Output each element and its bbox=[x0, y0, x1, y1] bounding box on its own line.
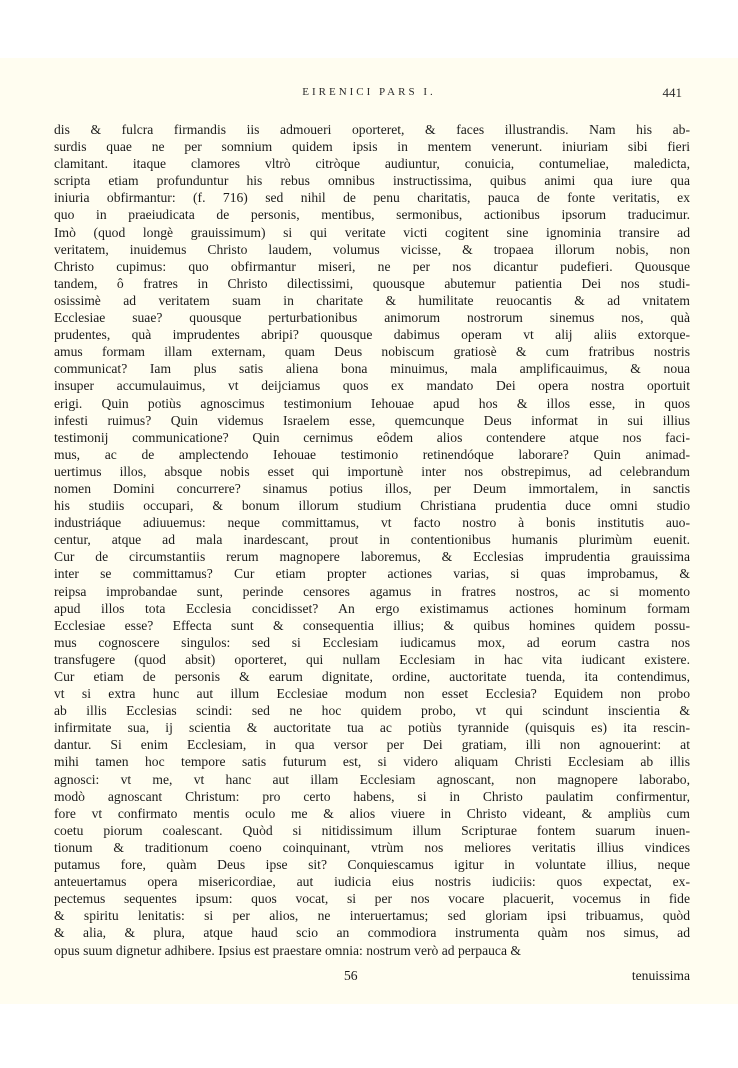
text-line: testimonij communicatione? Quin cernimus eôdem alios contendere atque nos faci- bbox=[54, 429, 690, 445]
text-line: Ecclesiae esse? Effecta sunt & consequentia illius; & quibus homines quidem possu- bbox=[54, 617, 690, 633]
text-line: transfugere (quod absit) oporteret, qui nullam Ecclesiam in hac vita iudicant existere. bbox=[54, 651, 690, 667]
text-line: opus suum dignetur adhibere. Ipsius est praestare omnia: nostrum verò ad perpauca & bbox=[54, 942, 521, 958]
text-line: Cur etiam de personis & earum dignitate, ordine, auctoritate tuenda, ita contendimus, bbox=[54, 669, 690, 684]
page-footer bbox=[54, 968, 690, 986]
text-line: prudentes, quà imprudentes abripi? quousque dabimus operam vt alij aliis extorque- bbox=[54, 327, 690, 343]
page-header bbox=[0, 86, 738, 106]
text-line: & alia, & plura, atque haud scio an commodiora instrumenta quàm nos simus, ad bbox=[54, 925, 690, 941]
text-line: Christo cupimus: quo obfirmantur miseri, ne per nos dicantur pudefieri. Quousque bbox=[54, 258, 690, 274]
text-line: tandem, ô fratres in Christo dilectissimi, quousque abutemur patientia Dei nos studi- bbox=[54, 275, 690, 291]
text-line: Cur de circumstantiis rerum magnopere laboremus, & Ecclesias imprudentia grauissima bbox=[54, 549, 690, 565]
text-line: insuper accumulauimus, vt deijciamus quos ex mandato Dei opera nostra oportuit bbox=[54, 378, 690, 394]
text-line: putamus fore, quàm Deus ipse sit? Conquiescamus igitur in voluntate illius, neque bbox=[54, 857, 690, 873]
text-line: reipsa improbandae sunt, perinde censores agamus in fratres nostros, ac si momento bbox=[54, 583, 690, 599]
text-line: ab illis Ecclesias scindi: sed ne hoc quidem probo, vt qui scindunt inscientia & bbox=[54, 703, 690, 719]
text-line: centur, atque ad mala inardescant, prout in contentionibus humanis plurimùm euenit. bbox=[54, 532, 690, 548]
text-line: amus formam illam externam, quam Deus nobiscum gratiosè & cum fratribus nostris bbox=[54, 344, 690, 360]
text-line: vt si extra hunc aut illum Ecclesiae modum non esset Ecclesia? Equidem non probo bbox=[54, 686, 690, 702]
bottom-margin bbox=[0, 1004, 738, 1068]
text-line: mihi tamen hoc tempore satis futurum est, si videro aliquam Christi Ecclesiam ab illis bbox=[54, 754, 690, 770]
text-line: mus, ac de amplectendo Iehouae testimonio retinendóque laborare? Quin animad- bbox=[54, 446, 690, 462]
text-line: veritatem, inuidemus Christo laudem, volumus vicisse, & tropaea illorum nobis, non bbox=[54, 241, 690, 257]
text-line: Ecclesiae suae? quousque perturbationibus animorum nostrorum sinemus nos, quà bbox=[54, 310, 690, 326]
text-line: inter se committamus? Cur etiam propter actiones varias, si quas improbamus, & bbox=[54, 566, 690, 582]
text-line: modò agnoscant Christum: pro certo habens, si in Christo paulatim confirmentur, bbox=[54, 788, 690, 804]
text-line: apud illos tota Ecclesia concidisset? An ergo existimamus actiones hominum formam bbox=[54, 600, 690, 616]
text-line: dantur. Si enim Ecclesiam, in qua versor per Dei gratiam, illi non agnouerint: at bbox=[54, 737, 690, 753]
text-line: erigi. Quin potiùs agnoscimus testimonium Iehouae apud hos & illos esse, in quos bbox=[54, 395, 690, 411]
body-text bbox=[54, 121, 690, 959]
text-line: anteuertamus opera misericordiae, aut iudicia eius nostris iudiciis: quos expectat, ex- bbox=[54, 874, 690, 890]
text-line: tionum & traditionum coeno coinquinant, vtrùm nos meliores veritatis illius vindices bbox=[54, 839, 690, 855]
text-line: osissimè ad veritatem suam in charitate & humilitate reuocantis & ad vnitatem bbox=[54, 292, 690, 308]
text-line: pectemus sequentes ipsum: quos vocat, si per nos vocare placuerit, vocemus in fide bbox=[54, 891, 690, 907]
text-line: industriáque adiuuemus: neque committamus, vt facto nostro à bonis institutis auo- bbox=[54, 515, 690, 531]
text-line: iniuria obfirmantur: (f. 716) sed nihil de penu charitatis, pauca de fonte veritatis, ex bbox=[54, 190, 690, 206]
running-head: EIRENICI PARS I. bbox=[302, 86, 436, 98]
text-line: his studiis occupari, & bonum illorum studium Christiana prudentia duce omni studio bbox=[54, 498, 690, 514]
text-line: fore vt confirmato mentis oculo me & alios viuere in Christo videant, & ampliùs cum bbox=[54, 805, 690, 821]
text-line: dis & fulcra firmandis iis admoueri oporteret, & faces illustrandis. Nam his ab- bbox=[54, 122, 690, 137]
text-line: quo in praeiudicata de personis, mentibus, sermonibus, actionibus ipsorum traducimur. bbox=[54, 207, 690, 223]
text-line: agnosci: vt me, vt hanc aut illam Ecclesiam agnoscant, non magnopere laborabo, bbox=[54, 771, 690, 787]
text-line: infirmitate sua, ij scientia & auctoritate tua ac potiùs tyrannide (quisquis es) ita rescin- bbox=[54, 720, 690, 736]
text-line: clamitant. itaque clamores vltrò citròque audiuntur, conuicia, contumeliae, maledicta, bbox=[54, 156, 690, 172]
page-number: 441 bbox=[662, 85, 682, 100]
text-line: communicat? Iam plus satis aliena bona minuimus, mala amplificauimus, & noua bbox=[54, 361, 690, 377]
text-line: & spiritu lenitatis: si per alios, ne interuertamus; sed gloriam ipsi tribuamus, quòd bbox=[54, 908, 690, 924]
text-line: uertimus illos, absque nobis esset qui importunè inter nos obstrepimus, ad celebrandum bbox=[54, 463, 690, 479]
text-line: infesti ruimus? Quin videmus Israelem esse, quemcunque Deus informat in sui illius bbox=[54, 412, 690, 428]
text-line: surdis quae ne per somnium quidem ipsis in mentem venerunt. iniuriam sibi fieri bbox=[54, 139, 690, 155]
catchword: tenuissima bbox=[631, 968, 690, 983]
text-line: Imò (quod longè grauissimum) si qui veritate victi cogitent sine ignominia transire ad bbox=[54, 224, 690, 240]
signature-mark: 56 bbox=[344, 968, 358, 983]
top-margin bbox=[0, 0, 738, 58]
text-line: nomen Domini concurrere? sinamus potius illos, per Deum immortalem, in sanctis bbox=[54, 480, 690, 496]
text-line: coetu piorum coalescant. Quòd si nitidissimum illum Scripturae fontem suarum inuen- bbox=[54, 822, 690, 838]
text-line: mus cognoscere singulos: sed si Ecclesiam iudicamus mox, ad eorum castra nos bbox=[54, 634, 690, 650]
text-line: scripta etiam profunduntur his rebus omnibus instructissima, quibus animi qua iure qua bbox=[54, 173, 690, 189]
